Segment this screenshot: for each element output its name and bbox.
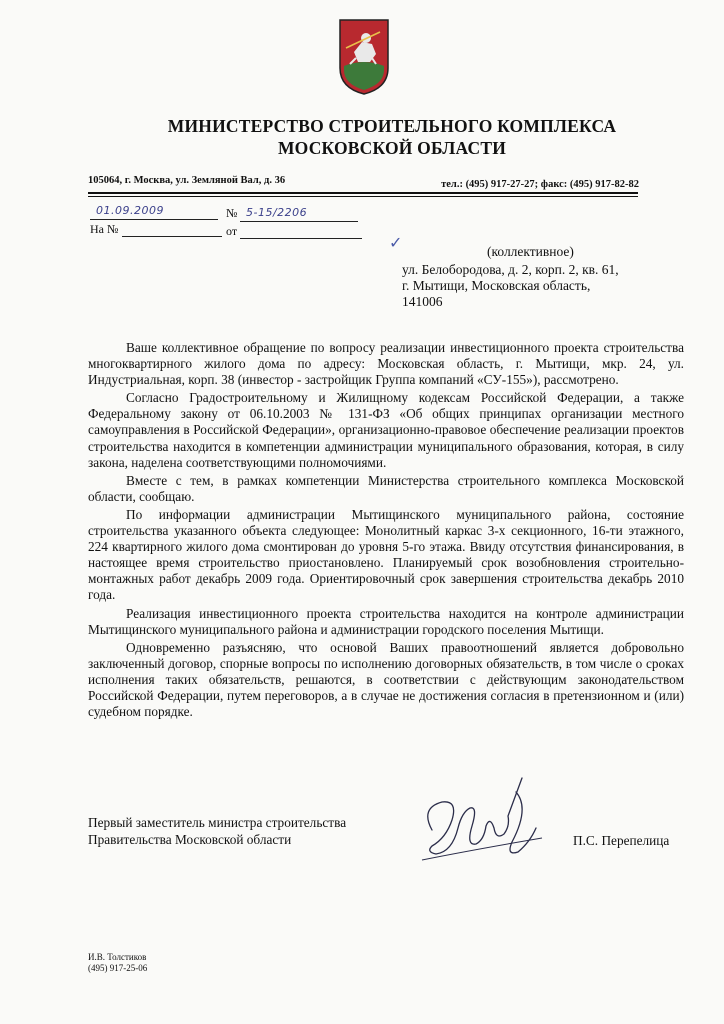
reply-to-label: На № — [90, 222, 119, 236]
outgoing-date: 01.09.2009 — [96, 204, 164, 217]
outgoing-number: 5-15/2206 — [246, 206, 308, 219]
letterhead-rule-thick — [88, 192, 638, 194]
reply-number-underline — [122, 236, 222, 237]
reply-date-label: от — [226, 224, 238, 238]
signatory-position — [88, 814, 346, 848]
body-paragraph-1: Ваше коллективное обращение по вопросу реализации инвестиционного проекта строительства многоквартирного жилого дома по адресу: Московская область, г. Мытищи, мкр. 24, ул. Индустриальная, корп. 38 (инвестор - застройщик Группа компаний «СУ-155»), рассмотрено. — [88, 340, 684, 388]
recipient-type: (коллективное) — [487, 244, 574, 259]
body-paragraph-3: Вместе с тем, в рамках компетенции Министерства строительного комплекса Московской области, сообщаю. — [88, 472, 684, 504]
ministry-phone-fax: тел.: (495) 917-27-27; факс: (495) 917-82-82 — [441, 179, 639, 190]
signatory-name: П.С. Перепелица — [573, 833, 670, 848]
letter-body — [88, 340, 684, 722]
ministry-name-line1: МИНИСТЕРСТВО СТРОИТЕЛЬНОГО КОМПЛЕКСА — [167, 116, 617, 136]
letterhead-rule-thin — [88, 196, 638, 197]
executor-phone: (495) 917-25-06 — [88, 963, 148, 973]
executor-name: И.В. Толстиков — [88, 952, 147, 962]
date-underline — [90, 219, 218, 220]
signatory-position-line1: Первый заместитель министра строительства — [88, 815, 347, 830]
reply-date-underline — [240, 238, 362, 239]
signatory-position-line2: Правительства Московской области — [88, 832, 292, 847]
body-paragraph-2: Согласно Градостроительному и Жилищному кодексам Российской Федерации, а также Федеральному закону от 06.10.2003 № 131-ФЗ «Об общих принципах организации местного самоуправления в Российской Федерации», организационно-правовое обеспечение реализации проектов строительства находится в компетенции администрации муниципального образования, которая, в силу закона, наделена соответствующими полномочиями. — [88, 390, 684, 470]
recipient-postcode: 141006 — [402, 294, 443, 309]
recipient-address-line2: г. Мытищи, Московская область, — [402, 278, 591, 293]
body-paragraph-4: По информации администрации Мытищинского муниципального района, состояние строительства указанного объекта следующее: Монолитный каркас 3-х секционного, 16-ти этажного, 224 квартирного жилого дома смонтирован до уровня 5-го этажа. Ввиду отсутствия финансирования, в настоящее время строительство приостановлено. Планируемый срок возобновления строительно-монтажных работ декабрь 2009 года. Ориентировочный срок завершения строительства декабрь 2010 года. — [88, 506, 684, 603]
body-paragraph-5: Реализация инвестиционного проекта строительства находится на контроле администрации Мытищинского муниципального района и администрации городского поселения Мытищи. — [88, 605, 684, 637]
number-underline — [240, 221, 358, 222]
recipient-address-line1: ул. Белобородова, д. 2, корп. 2, кв. 61, — [402, 262, 619, 277]
handwritten-signature — [412, 768, 562, 880]
coat-of-arms-icon — [336, 18, 392, 96]
ministry-name-line2: МОСКОВСКОЙ ОБЛАСТИ — [277, 138, 507, 158]
ministry-address: 105064, г. Москва, ул. Земляной Вал, д. 36 — [88, 175, 286, 186]
body-paragraph-6: Одновременно разъясняю, что основой Ваших правоотношений является добровольно заключенный договор, спорные вопросы по исполнению договорных обязательств, в том числе о сроках исполнения таких обязательств, решаются, в соответствии с действующим законодательством Российской Федерации, путем переговоров, а в случае не достижения согласия в претензионном и (или) судебном порядке. — [88, 639, 684, 720]
outgoing-number-label: № — [226, 206, 238, 220]
checkmark-icon: ✓ — [389, 233, 403, 252]
executor-info — [88, 952, 147, 974]
